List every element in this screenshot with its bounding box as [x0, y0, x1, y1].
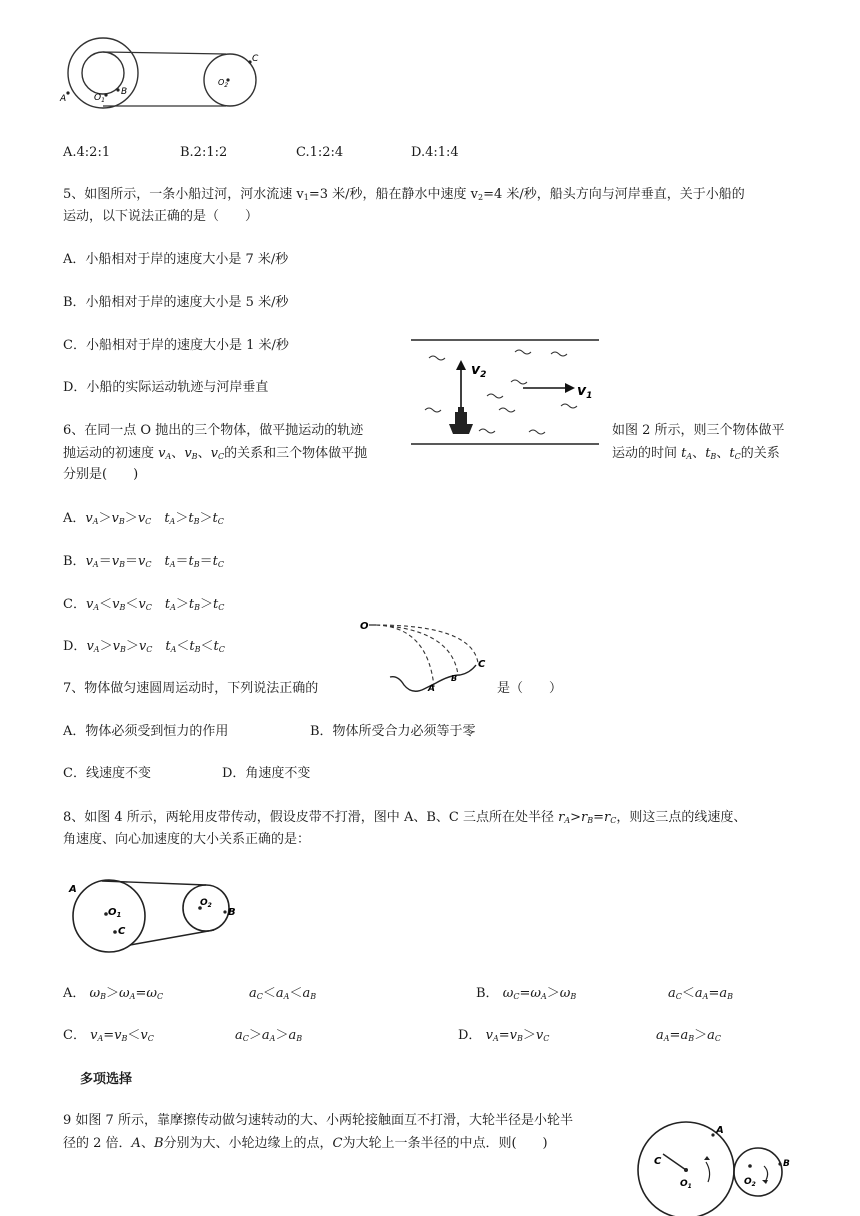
label-v1: $v_1$ [577, 383, 593, 401]
q6-option-a[interactable]: A．$v_A>v_B>v_C$ $t_A>t_B>t_C$ [63, 511, 224, 526]
label-c: C [252, 54, 259, 64]
q6-stem-line3: 分别是( ) [63, 467, 139, 482]
q8-option-c-accel: $a_C>a_A>a_B$ [235, 1028, 303, 1043]
label-o2: $O_2$ [744, 1177, 756, 1188]
inner-wheel [82, 52, 124, 94]
q8-option-c[interactable]: C． $v_A=v_B<v_C$ [63, 1028, 154, 1043]
rotation-arrow-large-icon [706, 1162, 710, 1182]
q6-option-d[interactable]: D．$v_A>v_B>v_C$ $t_A<t_B<t_C$ [63, 639, 225, 654]
label-a: A [69, 884, 77, 895]
q9-stem-line1: 9 如图 7 所示，靠摩擦传动做匀速转动的大、小两轮接触面互不打滑，大轮半径是小轮半 [63, 1113, 573, 1128]
q4-option-c[interactable]: C.1:2:4 [296, 145, 344, 160]
q8-stem-line1: 8、如图 4 所示，两轮用皮带传动，假设皮带不打滑，图中 A、B、C 三点所在处半径 $r_A>r_B=r_C$，则这三点的线速度、 [63, 810, 747, 825]
label-o1: $O_1$ [108, 907, 122, 919]
label-b: B [783, 1159, 790, 1169]
point-dot-b [116, 88, 119, 91]
q5-option-c[interactable]: C．小船相对于岸的速度大小是 1 米/秒 [63, 338, 289, 353]
label-o1: $O_1$ [94, 93, 105, 104]
belt-bottom [130, 930, 214, 945]
q7-option-a[interactable]: A．物体必须受到恒力的作用 [63, 724, 229, 739]
q6-option-b[interactable]: B．$v_A=v_B=v_C$ $t_A=t_B=t_C$ [63, 554, 225, 569]
label-c: C [654, 1156, 662, 1167]
label-o2: $O_2$ [218, 78, 229, 89]
trajectory-b [376, 625, 458, 675]
label-a: A [716, 1125, 724, 1136]
q6-stem-line2-left: 抛运动的初速度 $v_A$、$v_B$、$v_C$的关系和三个物体做平抛 [63, 446, 368, 461]
q4-option-a[interactable]: A.4:2:1 [63, 145, 111, 160]
rotation-arrow-small-icon [764, 1166, 768, 1180]
small-wheel [183, 885, 229, 931]
q5-option-a[interactable]: A．小船相对于岸的速度大小是 7 米/秒 [63, 252, 289, 267]
friction-wheels-figure-q9 [636, 1114, 806, 1214]
q8-stem-line2: 角速度、向心加速度的大小关系正确的是： [63, 832, 311, 847]
projectile-trajectory-figure [360, 617, 500, 693]
q8-option-a[interactable]: A． $\omega_B>\omega_A=\omega_C$ [63, 986, 164, 1001]
point-dot-a [66, 91, 69, 94]
q5-option-b[interactable]: B．小船相对于岸的速度大小是 5 米/秒 [63, 295, 289, 310]
pulley-belt-figure-q4 [60, 30, 260, 120]
q7-stem-left: 7、物体做匀速圆周运动时，下列说法正确的 [63, 681, 319, 696]
label-o2: $O_2$ [200, 898, 212, 909]
q7-stem-right: 是（ ） [497, 681, 563, 696]
q5-stem-line1: 5、如图所示，一条小船过河，河水流速 v1=3 米/秒，船在静水中速度 v2=4 米/秒，船头方向与河岸垂直，关于小船的 [63, 187, 745, 202]
q8-option-b[interactable]: B． $\omega_C=\omega_A>\omega_B$ [476, 986, 577, 1001]
q8-option-b-accel: $a_C<a_A=a_B$ [668, 986, 734, 1001]
q9-stem-line2: 径的 2 倍．A、B分别为大、小轮边缘上的点，C为大轮上一条半径的中点．则( ) [63, 1136, 548, 1151]
belt-top [102, 881, 206, 885]
q4-option-b[interactable]: B.2:1:2 [180, 145, 228, 160]
q8-option-d-accel: $a_A=a_B>a_C$ [656, 1028, 722, 1043]
q6-stem-line2-right: 运动的时间 $t_A$、$t_B$、$t_C$的关系 [612, 446, 780, 461]
label-o1: $O_1$ [680, 1179, 692, 1190]
q7-option-d[interactable]: D．角速度不变 [222, 766, 311, 781]
label-o: O [360, 621, 369, 632]
q6-option-c[interactable]: C．$v_A<v_B<v_C$ $t_A>t_B>t_C$ [63, 597, 225, 612]
q4-option-d[interactable]: D.4:1:4 [411, 145, 459, 160]
water-waves [425, 350, 577, 434]
belt-top [103, 52, 226, 54]
q5-stem-line2: 运动，以下说法正确的是（ ） [63, 209, 259, 224]
q7-option-c[interactable]: C．线速度不变 [63, 766, 151, 781]
label-b: B [228, 907, 236, 918]
small-wheel [734, 1148, 782, 1196]
q8-option-a-accel: $a_C<a_A<a_B$ [249, 986, 317, 1001]
q8-option-d[interactable]: D． $v_A=v_B>v_C$ [458, 1028, 550, 1043]
q6-stem-line1-right: 如图 2 所示，则三个物体做平 [612, 423, 785, 438]
section-title-multiple-choice: 多项选择 [80, 1072, 133, 1087]
label-a: A [60, 94, 67, 104]
radius-line [663, 1154, 686, 1170]
label-c: C [478, 659, 486, 670]
label-c: C [118, 926, 126, 937]
label-b: B [451, 674, 458, 683]
label-v2: $v_2$ [471, 362, 487, 380]
belt-pulley-figure-q8 [66, 880, 246, 954]
river-boat-figure [411, 336, 601, 448]
q7-option-b[interactable]: B．物体所受合力必须等于零 [310, 724, 476, 739]
q5-option-d[interactable]: D．小船的实际运动轨迹与河岸垂直 [63, 380, 269, 395]
label-b: B [121, 87, 128, 97]
label-a: A [428, 684, 435, 694]
small-wheel [204, 54, 256, 106]
q6-stem-line1-left: 6、在同一点 O 抛出的三个物体，做平抛运动的轨迹 [63, 423, 364, 438]
boat-icon [449, 407, 473, 434]
